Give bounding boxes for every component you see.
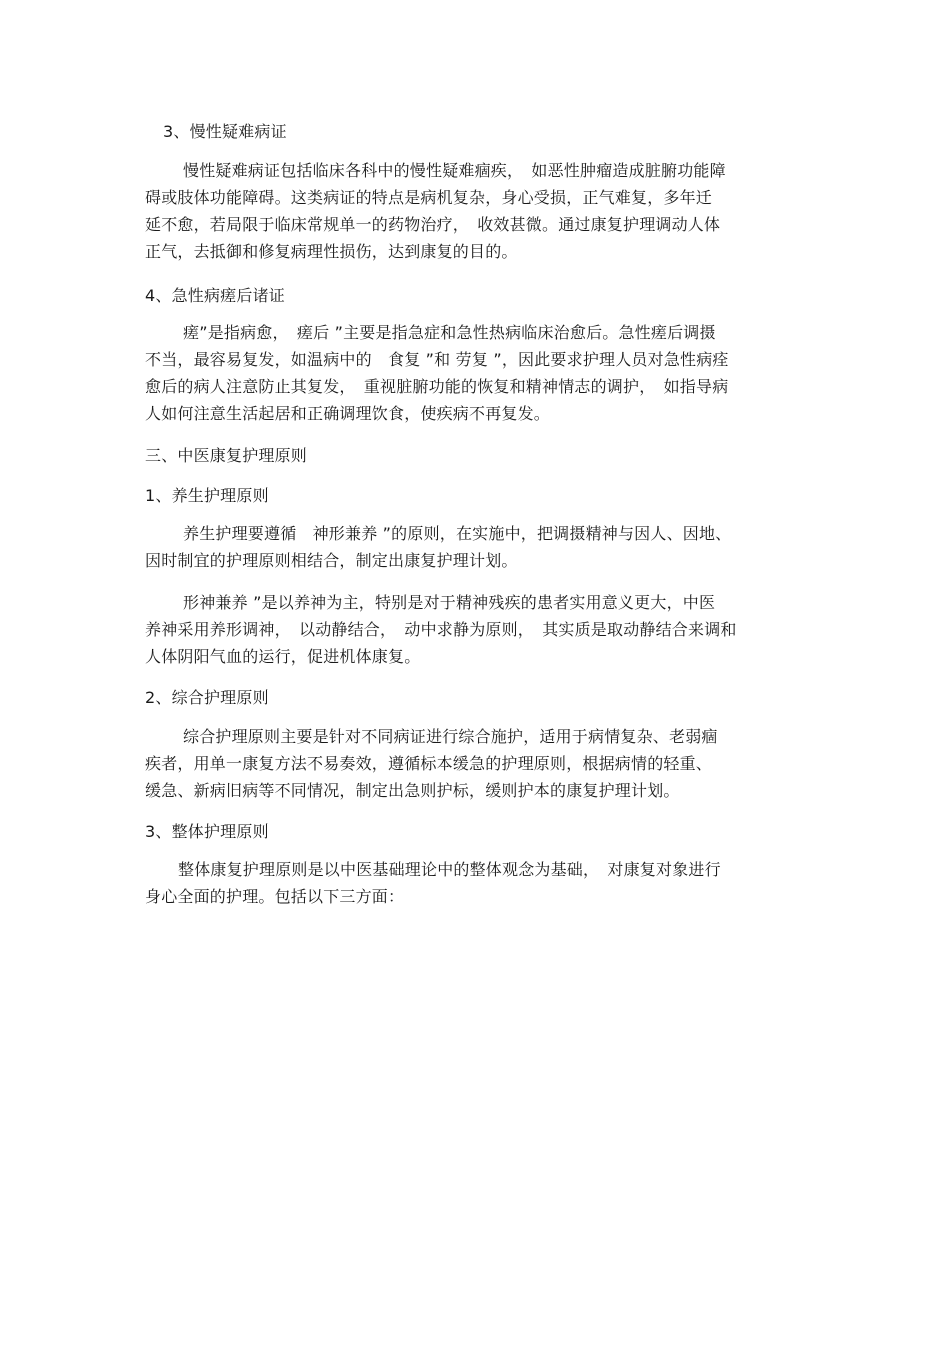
- paragraph-line: 正气，去抵御和修复病理性损伤，达到康复的目的。: [145, 242, 518, 261]
- section-heading: 1、养生护理原则: [145, 486, 269, 505]
- section-heading: 2、综合护理原则: [145, 688, 269, 707]
- paragraph-line: 疾者，用单一康复方法不易奏效，遵循标本缓急的护理原则，根据病情的轻重、: [145, 754, 713, 773]
- paragraph-line: 不当，最容易复发，如温病中的 食复 ”和 劳复 ”，因此要求护理人员对急性病痊: [145, 350, 729, 369]
- paragraph-line: 瘥”是指病愈， 瘥后 ”主要是指急症和急性热病临床治愈后。急性瘥后调摄: [183, 323, 716, 342]
- paragraph-line: 综合护理原则主要是针对不同病证进行综合施护，适用于病情复杂、老弱痼: [183, 727, 718, 746]
- paragraph-line: 身心全面的护理。包括以下三方面：: [145, 887, 405, 906]
- paragraph-line: 养神采用养形调神， 以动静结合， 动中求静为原则， 其实质是取动静结合来调和: [145, 620, 737, 639]
- paragraph-line: 整体康复护理原则是以中医基础理论中的整体观念为基础， 对康复对象进行: [178, 860, 721, 879]
- section-heading: 3、慢性疑难病证: [163, 122, 287, 141]
- paragraph-line: 缓急、新病旧病等不同情况，制定出急则护标，缓则护本的康复护理计划。: [145, 781, 680, 800]
- paragraph-line: 延不愈，若局限于临床常规单一的药物治疗， 收效甚微。通过康复护理调动人体: [145, 215, 721, 234]
- paragraph-line: 形神兼养 ”是以养神为主，特别是对于精神残疾的患者实用意义更大，中医: [183, 593, 716, 612]
- paragraph-line: 养生护理要遵循 神形兼养 ”的原则，在实施中，把调摄精神与因人、因地、: [183, 524, 732, 543]
- section-heading: 3、整体护理原则: [145, 822, 269, 841]
- paragraph-line: 愈后的病人注意防止其复发， 重视脏腑功能的恢复和精神情志的调护， 如指导病: [145, 377, 729, 396]
- paragraph-line: 碍或肢体功能障碍。这类病证的特点是病机复杂，身心受损，正气难复，多年迁: [145, 188, 713, 207]
- paragraph-line: 人如何注意生活起居和正确调理饮食，使疾病不再复发。: [145, 404, 551, 423]
- paragraph-line: 慢性疑难病证包括临床各科中的慢性疑难痼疾， 如恶性肿瘤造成脏腑功能障: [183, 161, 726, 180]
- section-heading: 三、中医康复护理原则: [145, 446, 308, 465]
- paragraph-line: 人体阴阳气血的运行，促进机体康复。: [145, 647, 421, 666]
- section-heading: 4、急性病瘥后诸证: [145, 286, 285, 305]
- paragraph-line: 因时制宜的护理原则相结合，制定出康复护理计划。: [145, 551, 518, 570]
